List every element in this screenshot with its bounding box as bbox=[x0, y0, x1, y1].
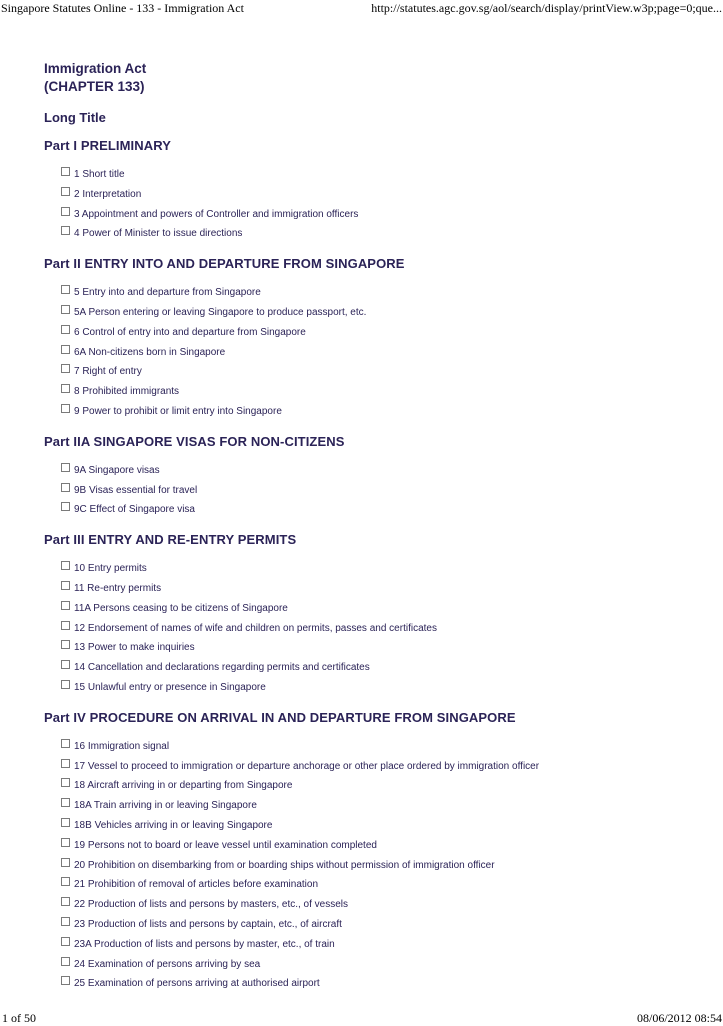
section-item[interactable] bbox=[61, 757, 714, 777]
checkbox-icon[interactable] bbox=[61, 818, 70, 827]
checkbox-icon[interactable] bbox=[61, 798, 70, 807]
section-item[interactable] bbox=[61, 205, 714, 225]
section-link[interactable]: 14 Cancellation and declarations regarding permits and certificates bbox=[74, 662, 370, 674]
section-item[interactable] bbox=[61, 678, 714, 698]
section-link[interactable]: 9A Singapore visas bbox=[74, 464, 160, 476]
section-link[interactable]: 9B Visas essential for travel bbox=[74, 484, 198, 496]
checkbox-icon[interactable] bbox=[61, 976, 70, 985]
section-item[interactable] bbox=[61, 343, 714, 363]
section-item[interactable] bbox=[61, 481, 714, 501]
section-item[interactable] bbox=[61, 935, 714, 955]
section-item[interactable] bbox=[61, 165, 714, 185]
section-item[interactable] bbox=[61, 362, 714, 382]
section-item[interactable] bbox=[61, 579, 714, 599]
act-title bbox=[44, 60, 714, 96]
section-link[interactable]: 4 Power of Minister to issue directions bbox=[74, 228, 243, 240]
section-link[interactable]: 7 Right of entry bbox=[74, 366, 142, 378]
section-list bbox=[44, 559, 714, 698]
section-item[interactable] bbox=[61, 836, 714, 856]
section-item[interactable] bbox=[61, 619, 714, 639]
part-heading[interactable]: Part III ENTRY AND RE-ENTRY PERMITS bbox=[44, 532, 297, 548]
section-item[interactable] bbox=[61, 224, 714, 244]
print-header bbox=[0, 0, 723, 16]
part-heading[interactable]: Part I PRELIMINARY bbox=[44, 138, 172, 153]
checkbox-icon[interactable] bbox=[61, 581, 70, 590]
parts-container bbox=[44, 138, 714, 994]
section-link[interactable]: 18B Vehicles arriving in or leaving Singapore bbox=[74, 819, 273, 831]
section-item[interactable] bbox=[61, 974, 714, 994]
checkbox-icon[interactable] bbox=[61, 463, 70, 472]
section-list bbox=[44, 737, 714, 994]
section-link[interactable]: 19 Persons not to board or leave vessel until examination completed bbox=[74, 839, 377, 851]
section-list bbox=[44, 461, 714, 520]
section-item[interactable] bbox=[61, 303, 714, 323]
checkbox-icon[interactable] bbox=[61, 187, 70, 196]
section-item[interactable] bbox=[61, 658, 714, 678]
section-link[interactable]: 3 Appointment and powers of Controller and immigration officers bbox=[74, 208, 359, 220]
checkbox-icon[interactable] bbox=[61, 759, 70, 768]
section-item[interactable] bbox=[61, 895, 714, 915]
checkbox-icon[interactable] bbox=[61, 325, 70, 334]
section-list bbox=[44, 165, 714, 244]
print-header-url: http://statutes.agc.gov.sg/aol/search/display/printView.w3p;page=0;que... bbox=[371, 1, 722, 15]
section-item[interactable] bbox=[61, 737, 714, 757]
section-list bbox=[44, 283, 714, 422]
section-link[interactable]: 17 Vessel to proceed to immigration or departure anchorage or other place ordered by immigration officer bbox=[74, 760, 540, 772]
checkbox-icon[interactable] bbox=[61, 167, 70, 176]
checkbox-icon[interactable] bbox=[61, 404, 70, 413]
section-item[interactable] bbox=[61, 955, 714, 975]
section-link[interactable]: 2 Interpretation bbox=[74, 188, 142, 200]
print-header-title: Singapore Statutes Online - 133 - Immigration Act bbox=[1, 1, 244, 15]
section-item[interactable] bbox=[61, 185, 714, 205]
page-number: 1 of 50 bbox=[2, 1011, 36, 1025]
section-item[interactable] bbox=[61, 816, 714, 836]
section-item[interactable] bbox=[61, 559, 714, 579]
checkbox-icon[interactable] bbox=[61, 207, 70, 216]
part-heading[interactable]: Part IV PROCEDURE ON ARRIVAL IN AND DEPARTURE FROM SINGAPORE bbox=[44, 709, 516, 725]
checkbox-icon[interactable] bbox=[61, 226, 70, 235]
section-link[interactable]: 18 Aircraft arriving in or departing from Singapore bbox=[74, 780, 293, 792]
section-item[interactable] bbox=[61, 638, 714, 658]
checkbox-icon[interactable] bbox=[61, 937, 70, 946]
section-link[interactable]: 20 Prohibition on disembarking from or boarding ships without permission of immigration officer bbox=[74, 859, 495, 871]
section-link[interactable]: 9C Effect of Singapore visa bbox=[74, 504, 195, 516]
section-item[interactable] bbox=[61, 776, 714, 796]
section-item[interactable] bbox=[61, 796, 714, 816]
checkbox-icon[interactable] bbox=[61, 739, 70, 748]
long-title-link[interactable]: Long Title bbox=[44, 110, 106, 125]
checkbox-icon[interactable] bbox=[61, 502, 70, 511]
section-link[interactable]: 25 Examination of persons arriving at authorised airport bbox=[74, 978, 320, 990]
section-link[interactable]: 22 Production of lists and persons by masters, etc., of vessels bbox=[74, 899, 349, 911]
checkbox-icon[interactable] bbox=[61, 838, 70, 847]
section-item[interactable] bbox=[61, 875, 714, 895]
section-item[interactable] bbox=[61, 402, 714, 422]
section-link[interactable]: 5A Person entering or leaving Singapore to produce passport, etc. bbox=[74, 306, 367, 318]
checkbox-icon[interactable] bbox=[61, 483, 70, 492]
section-link[interactable]: 23 Production of lists and persons by captain, etc., of aircraft bbox=[74, 918, 342, 930]
checkbox-icon[interactable] bbox=[61, 660, 70, 669]
checkbox-icon[interactable] bbox=[61, 680, 70, 689]
checkbox-icon[interactable] bbox=[61, 384, 70, 393]
section-item[interactable] bbox=[61, 382, 714, 402]
act-title-line1: Immigration Act bbox=[44, 61, 147, 76]
section-item[interactable] bbox=[61, 323, 714, 343]
checkbox-icon[interactable] bbox=[61, 957, 70, 966]
section-link[interactable]: 11A Persons ceasing to be citizens of Singapore bbox=[74, 602, 288, 614]
checkbox-icon[interactable] bbox=[61, 345, 70, 354]
section-link[interactable]: 6A Non-citizens born in Singapore bbox=[74, 346, 226, 358]
checkbox-icon[interactable] bbox=[61, 897, 70, 906]
checkbox-icon[interactable] bbox=[61, 601, 70, 610]
part-heading[interactable]: Part IIA SINGAPORE VISAS FOR NON-CITIZENS bbox=[44, 433, 345, 449]
section-link[interactable]: 16 Immigration signal bbox=[74, 740, 170, 752]
section-item[interactable] bbox=[61, 599, 714, 619]
print-footer bbox=[0, 1011, 723, 1025]
checkbox-icon[interactable] bbox=[61, 305, 70, 314]
checkbox-icon[interactable] bbox=[61, 917, 70, 926]
checkbox-icon[interactable] bbox=[61, 621, 70, 630]
section-link[interactable]: 21 Prohibition of removal of articles before examination bbox=[74, 879, 319, 891]
part-heading[interactable]: Part II ENTRY INTO AND DEPARTURE FROM SINGAPORE bbox=[44, 256, 405, 272]
section-item[interactable] bbox=[61, 283, 714, 303]
section-item[interactable] bbox=[61, 461, 714, 481]
section-item[interactable] bbox=[61, 856, 714, 876]
section-link[interactable]: 13 Power to make inquiries bbox=[74, 642, 195, 654]
section-link[interactable]: 15 Unlawful entry or presence in Singapore bbox=[74, 681, 266, 693]
checkbox-icon[interactable] bbox=[61, 778, 70, 787]
section-item[interactable] bbox=[61, 500, 714, 520]
checkbox-icon[interactable] bbox=[61, 285, 70, 294]
act-title-line2: (CHAPTER 133) bbox=[44, 79, 145, 94]
checkbox-icon[interactable] bbox=[61, 364, 70, 373]
section-link[interactable]: 5 Entry into and departure from Singapore bbox=[74, 287, 261, 299]
section-link[interactable]: 23A Production of lists and persons by master, etc., of train bbox=[74, 938, 335, 950]
section-link[interactable]: 24 Examination of persons arriving by sea bbox=[74, 958, 261, 970]
section-link[interactable]: 1 Short title bbox=[74, 169, 125, 180]
section-link[interactable]: 11 Re-entry permits bbox=[74, 582, 162, 594]
checkbox-icon[interactable] bbox=[61, 640, 70, 649]
checkbox-icon[interactable] bbox=[61, 858, 70, 867]
section-link[interactable]: 9 Power to prohibit or limit entry into Singapore bbox=[74, 405, 282, 417]
section-link[interactable]: 18A Train arriving in or leaving Singapore bbox=[74, 800, 257, 812]
section-item[interactable] bbox=[61, 915, 714, 935]
checkbox-icon[interactable] bbox=[61, 877, 70, 886]
document-body bbox=[44, 60, 714, 994]
section-link[interactable]: 6 Control of entry into and departure from Singapore bbox=[74, 326, 306, 338]
section-link[interactable]: 12 Endorsement of names of wife and children on permits, passes and certificates bbox=[74, 622, 437, 634]
section-link[interactable]: 10 Entry permits bbox=[74, 563, 147, 575]
checkbox-icon[interactable] bbox=[61, 561, 70, 570]
section-link[interactable]: 8 Prohibited immigrants bbox=[74, 386, 180, 398]
print-timestamp: 08/06/2012 08:54 bbox=[636, 1011, 722, 1025]
